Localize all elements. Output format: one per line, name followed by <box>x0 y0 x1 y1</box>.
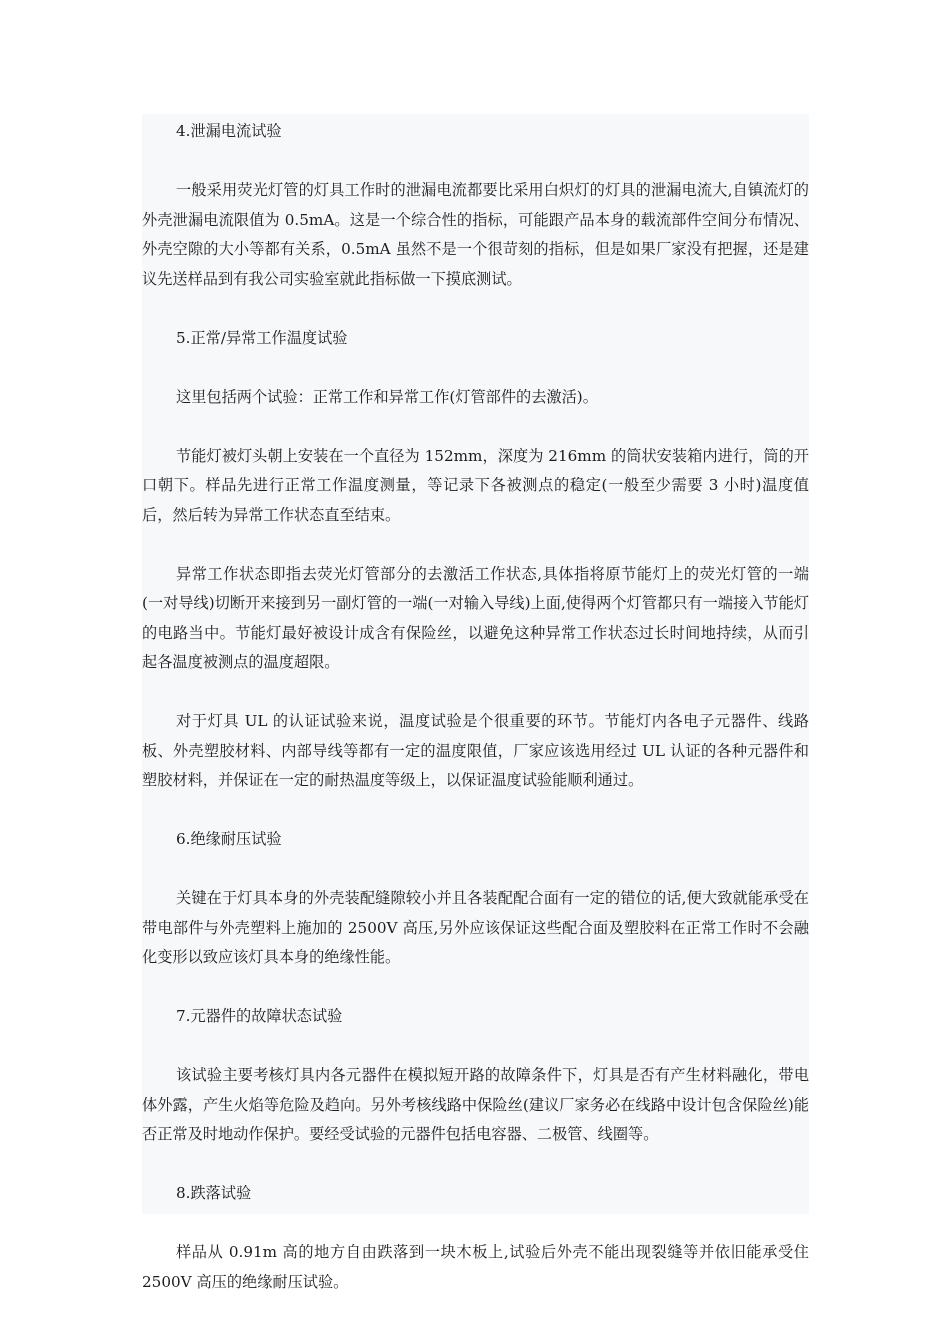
paragraph: 这里包括两个试验：正常工作和异常工作(灯管部件的去激活)。 <box>176 387 598 406</box>
section-heading: 4.泄漏电流试验 <box>176 122 282 140</box>
section-heading: 6.绝缘耐压试验 <box>176 830 282 848</box>
section-heading: 5.正常/异常工作温度试验 <box>176 328 348 347</box>
paragraph: 一般采用荧光灯管的灯具工作时的泄漏电流都要比采用白炽灯的灯具的泄漏电流大,自镇流灯的外壳泄漏电流限值为 0.5mA。这是一个综合性的指标，可能跟产品本身的载流部件空间分布情况、外壳空隙的大小等都有关系，0.5mA 虽然不是一个很苛刻的指标，但是如果厂家没有把握，还是建议先送样品到有我公司实验室就此指标做一下摸底测试。 <box>142 181 809 288</box>
paragraph: 关键在于灯具本身的外壳装配缝隙较小并且各装配配合面有一定的错位的话,便大致就能承受在带电部件与外壳塑料上施加的 2500V 高压,另外应该保证这些配合面及塑胶料在正常工作时不会融化变形以致应该灯具本身的绝缘性能。 <box>142 889 809 966</box>
document-body <box>142 117 809 1297</box>
section-heading: 8.跌落试验 <box>176 1184 252 1202</box>
paragraph: 异常工作状态即指去荧光灯管部分的去激活工作状态,具体指将原节能灯上的荧光灯管的一端(一对导线)切断开来接到另一副灯管的一端(一对输入导线)上面,使得两个灯管都只有一端接入节能灯的电路当中。节能灯最好被设计成含有保险丝，以避免这种异常工作状态过长时间地持续，从而引起各温度被测点的温度超限。 <box>142 564 809 671</box>
paragraph: 节能灯被灯头朝上安装在一个直径为 152mm，深度为 216mm 的筒状安装箱内进行，筒的开口朝下。样品先进行正常工作温度测量，等记录下各被测点的稳定(一般至少需要 3 小时)温度值后，然后转为异常工作状态直至结束。 <box>142 446 809 524</box>
paragraph: 对于灯具 UL 的认证试验来说，温度试验是个很重要的环节。节能灯内各电子元器件、线路板、外壳塑胶材料、内部导线等都有一定的温度限值，厂家应该选用经过 UL 认证的各种元器件和塑胶材料，并保证在一定的耐热温度等级上，以保证温度试验能顺利通过。 <box>142 712 809 789</box>
section-heading: 7.元器件的故障状态试验 <box>176 1007 343 1025</box>
paragraph: 该试验主要考核灯具内各元器件在模拟短开路的故障条件下，灯具是否有产生材料融化，带电体外露，产生火焰等危险及趋向。另外考核线路中保险丝(建议厂家务必在线路中设计包含保险丝)能否正常及时地动作保护。要经受试验的元器件包括电容器、二极管、线圈等。 <box>142 1066 809 1143</box>
paragraph: 样品从 0.91m 高的地方自由跌落到一块木板上,试验后外壳不能出现裂缝等并依旧能承受住 2500V 高压的绝缘耐压试验。 <box>142 1243 809 1291</box>
